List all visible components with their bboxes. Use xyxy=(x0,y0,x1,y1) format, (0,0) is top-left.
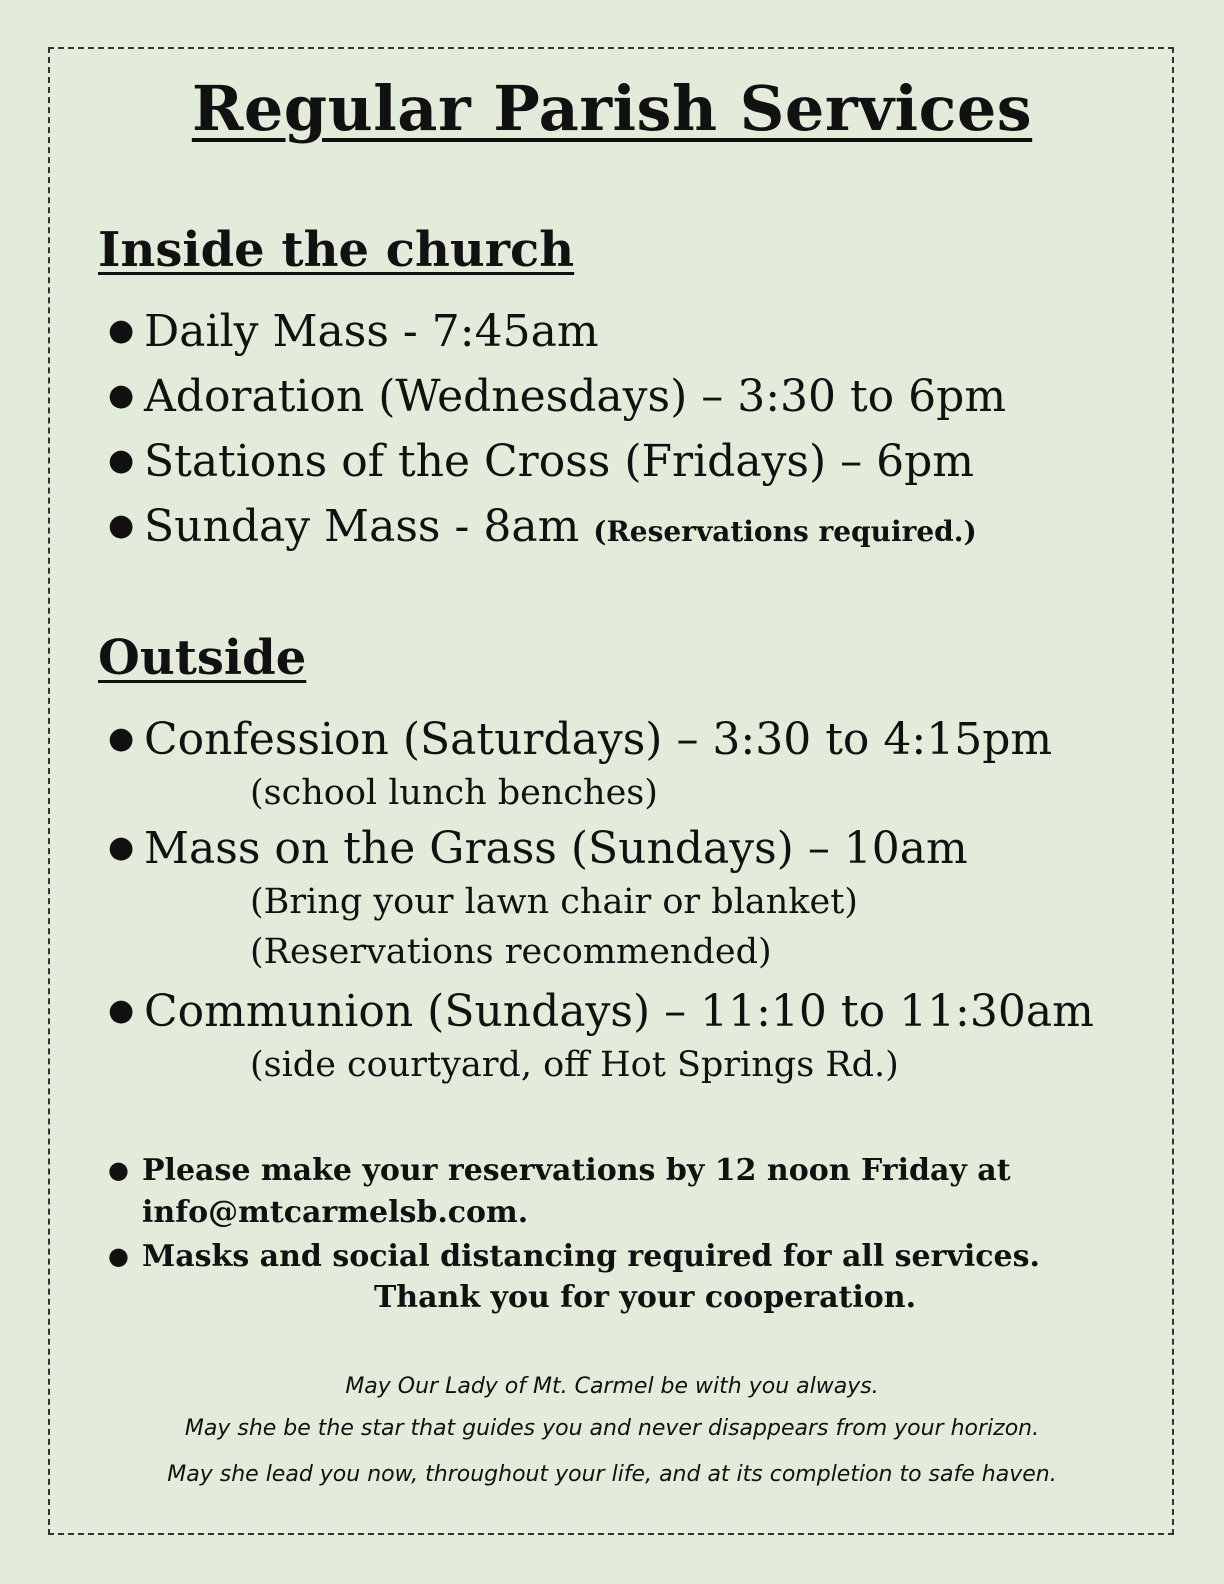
blessing-line: May she lead you now, throughout your life, and at its completion to safe haven. xyxy=(167,1462,1057,1487)
bullet-icon: ● xyxy=(108,1155,129,1184)
item-detail: (school lunch benches) xyxy=(250,773,658,813)
list-item: ● Communion (Sundays) – 11:10 to 11:30am xyxy=(108,986,1094,1037)
item-detail: (side courtyard, off Hot Springs Rd.) xyxy=(250,1045,899,1085)
item-detail: (Bring your lawn chair or blanket) xyxy=(250,882,858,922)
list-item: ● Stations of the Cross (Fridays) – 6pm xyxy=(108,436,975,487)
bullet-icon: ● xyxy=(108,720,135,756)
blessing-line: May she be the star that guides you and never disappears from your horizon. xyxy=(184,1416,1040,1441)
bullet-icon: ● xyxy=(108,442,135,478)
bullet-icon: ● xyxy=(108,377,135,413)
list-item: ● Sunday Mass - 8am (Reservations required.) xyxy=(108,501,977,552)
bullet-icon: ● xyxy=(108,507,135,543)
reservation-instructions: ● Please make your reservations by 12 noon Friday at xyxy=(108,1150,1011,1193)
list-item: ● Adoration (Wednesdays) – 3:30 to 6pm xyxy=(108,371,1007,422)
item-detail: (Reservations recommended) xyxy=(250,932,772,972)
bullet-icon: ● xyxy=(108,829,135,865)
outside-heading: Outside xyxy=(98,630,307,686)
bullet-icon: ● xyxy=(108,312,135,348)
reservation-note: (Reservations required.) xyxy=(593,515,977,548)
bullet-icon: ● xyxy=(108,1241,129,1270)
list-item: ● Daily Mass - 7:45am xyxy=(108,306,599,357)
masks-notice: ● Masks and social distancing required for all services. xyxy=(108,1236,1040,1279)
reservation-email: info@mtcarmelsb.com. xyxy=(142,1195,529,1230)
blessing-line: May Our Lady of Mt. Carmel be with you always. xyxy=(345,1374,879,1399)
thanks-note: Thank you for your cooperation. xyxy=(373,1280,917,1315)
bullet-icon: ● xyxy=(108,992,135,1028)
list-item: ● Confession (Saturdays) – 3:30 to 4:15pm xyxy=(108,714,1053,765)
list-item: ● Mass on the Grass (Sundays) – 10am xyxy=(108,823,968,874)
page-title: Regular Parish Services xyxy=(191,72,1033,145)
inside-heading: Inside the church xyxy=(98,222,575,278)
